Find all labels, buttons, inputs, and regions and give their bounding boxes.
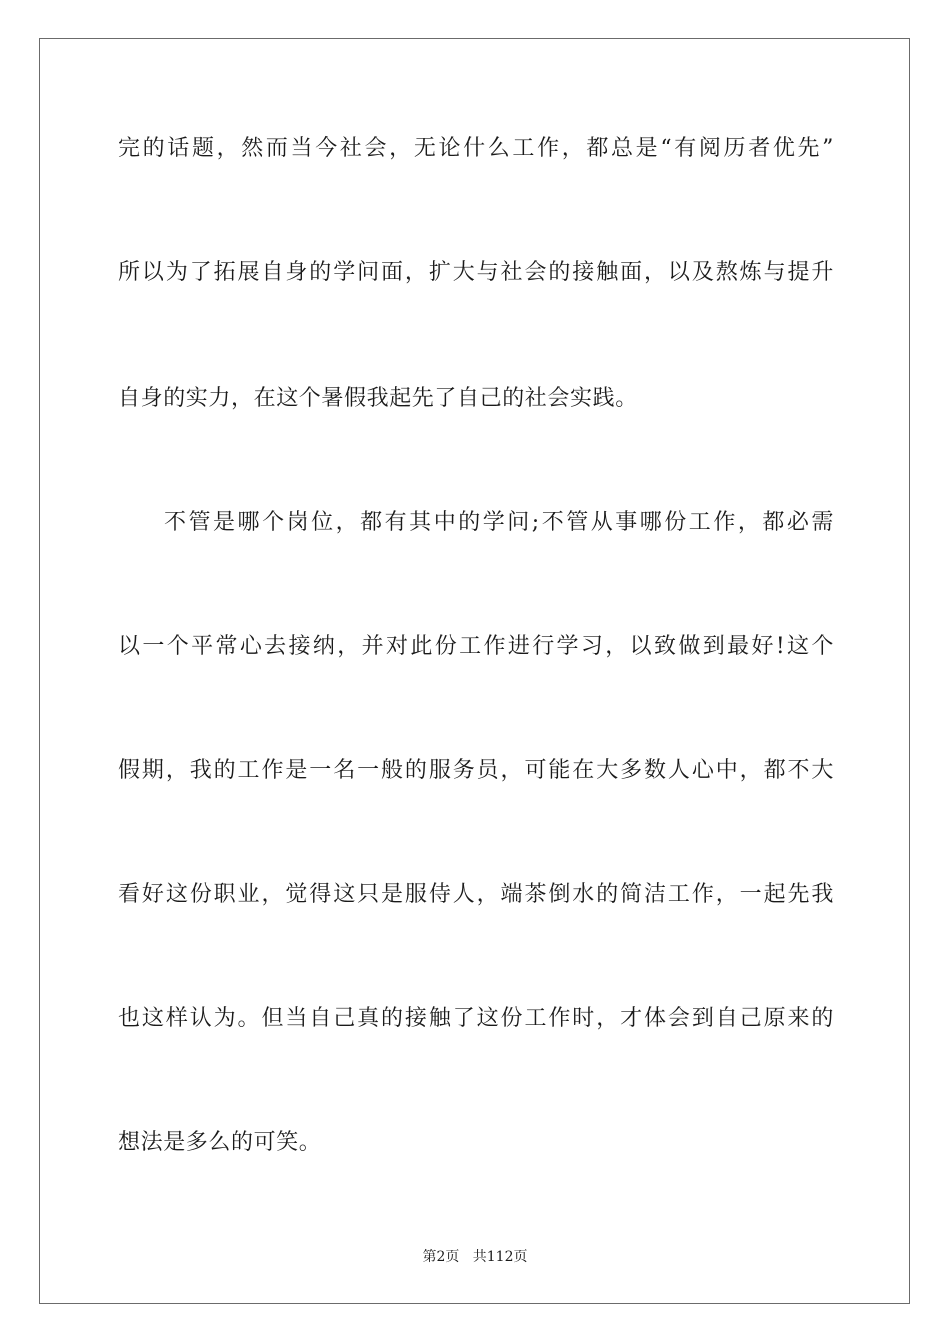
body-text-line: 假期，我的工作是一名一般的服务员，可能在大多数人心中，都不大 bbox=[118, 758, 834, 783]
page-frame bbox=[39, 38, 910, 1304]
body-text-line: 所以为了拓展自身的学问面，扩大与社会的接触面，以及熬炼与提升 bbox=[118, 260, 834, 285]
body-text-line: 也这样认为。但当自己真的接触了这份工作时，才体会到自己原来的 bbox=[118, 1006, 834, 1031]
body-text-line: 不管是哪个岗位，都有其中的学问;不管从事哪份工作，都必需 bbox=[164, 510, 834, 535]
body-text-line: 完的话题，然而当今社会，无论什么工作，都总是“有阅历者优先” bbox=[118, 136, 834, 161]
body-text-line: 想法是多么的可笑。 bbox=[118, 1130, 322, 1155]
body-text-line: 看好这份职业，觉得这只是服侍人，端茶倒水的简洁工作，一起先我 bbox=[118, 882, 834, 907]
page-number-footer: 第2页 共112页 bbox=[422, 1249, 528, 1265]
body-text-line: 自身的实力，在这个暑假我起先了自己的社会实践。 bbox=[118, 386, 638, 411]
body-text-line: 以一个平常心去接纳，并对此份工作进行学习，以致做到最好!这个 bbox=[118, 634, 834, 659]
